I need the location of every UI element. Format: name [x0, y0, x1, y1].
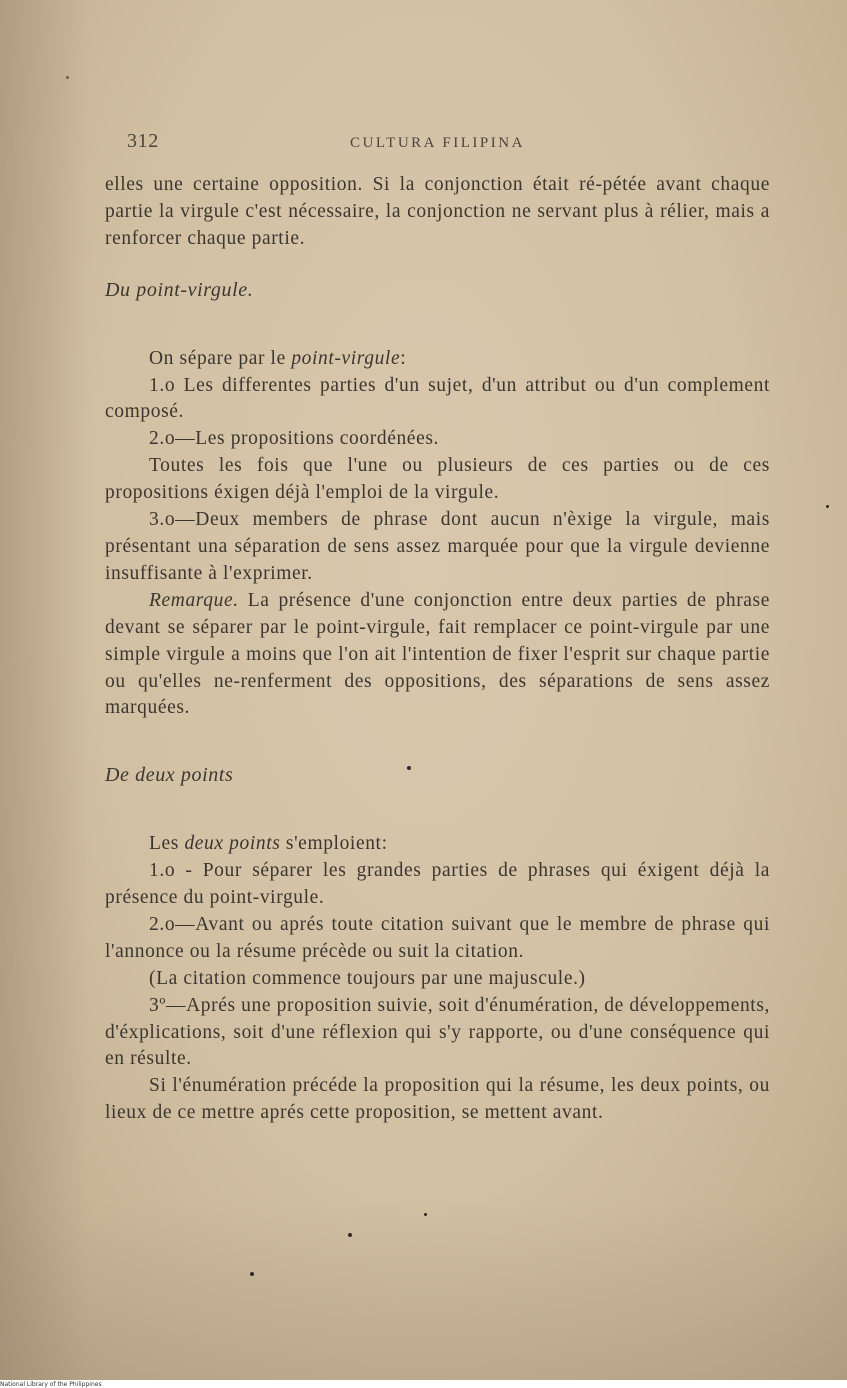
deux-points-final: Si l'énumération précéde la proposition qui la résume, les deux points, ou lieux de ce mettre aprés cette proposition, se mettent avant.: [105, 1075, 770, 1124]
intro-paragraph: elles une certaine opposition. Si la conjonction était ré-pétée avant chaque partie la virgule c'est nécessaire, la conjonction ne servant plus à rélier, mais a renforcer chaque partie.: [105, 174, 770, 249]
ink-speck: [66, 76, 69, 79]
ink-speck: [250, 1272, 254, 1276]
point-virgule-remark: [105, 588, 770, 723]
deux-points-item-2: 2.o—Avant ou aprés toute citation suivant que le membre de phrase qui l'annonce ou la résume précède ou suit la citation.: [105, 913, 770, 962]
lead-emphasis: point-virgule: [291, 347, 401, 369]
page-number: 312: [127, 130, 159, 152]
point-virgule-item-1: 1.o Les differentes parties d'un sujet, d'un attribut ou d'un complement composé.: [105, 374, 770, 423]
deux-points-lead: [105, 831, 770, 858]
running-header: [105, 128, 770, 156]
ink-speck: [424, 1213, 427, 1216]
section-heading-deux-points: De deux points: [105, 764, 234, 787]
deux-points-item-3: 3º—Aprés une proposition suivie, soit d'énumération, de développements, d'éxplications, soit d'une réflexion qui s'y rapporte, ou d'une conséquence qui en résulte.: [105, 994, 770, 1070]
lead-text-end: s'emploient:: [280, 833, 388, 855]
lead-text-end: :: [400, 347, 407, 369]
deux-points-item-2-note: (La citation commence toujours par une majuscule.): [149, 967, 586, 989]
point-virgule-item-2: 2.o—Les propositions coordénées.: [149, 428, 439, 450]
text-column: [105, 128, 770, 1127]
lead-text: Les: [149, 833, 185, 855]
deux-points-item-1: 1.o - Pour séparer les grandes parties de phrases qui éxigent déjà la présence du point-virgule.: [105, 860, 770, 909]
library-credit: National Library of the Philippines: [0, 1381, 102, 1388]
lead-text: On sépare par le: [149, 347, 292, 369]
point-virgule-lead: [105, 346, 770, 373]
ink-speck: [348, 1233, 352, 1237]
section-heading-point-virgule: Du point-virgule.: [105, 278, 254, 301]
remark-label: Remarque.: [149, 589, 239, 611]
point-virgule-item-3: 3.o—Deux members de phrase dont aucun n'èxige la virgule, mais présentant una séparation de sens assez marquée pour que la virgule devienne insuffisante à l'exprimer.: [105, 509, 770, 584]
ink-speck: [826, 505, 829, 508]
lead-emphasis: deux points: [184, 833, 281, 855]
remark-text: La présence d'une conjonction entre deux parties de phrase devant se séparer par le point-virgule, fait remplacer ce point-virgule par une simple virgule a moins que l'on ait l'intention de fixer l'esprit sur chaque partie ou qu'elles ne-renferment des oppositions, des séparations de sens assez marquées.: [105, 589, 770, 719]
ink-speck: [407, 766, 411, 770]
point-virgule-item-2-note: Toutes les fois que l'une ou plusieurs de ces parties ou de ces propositions éxigen déjà l'emploi de la virgule.: [105, 455, 770, 504]
running-title: CULTURA FILIPINA: [350, 135, 525, 151]
